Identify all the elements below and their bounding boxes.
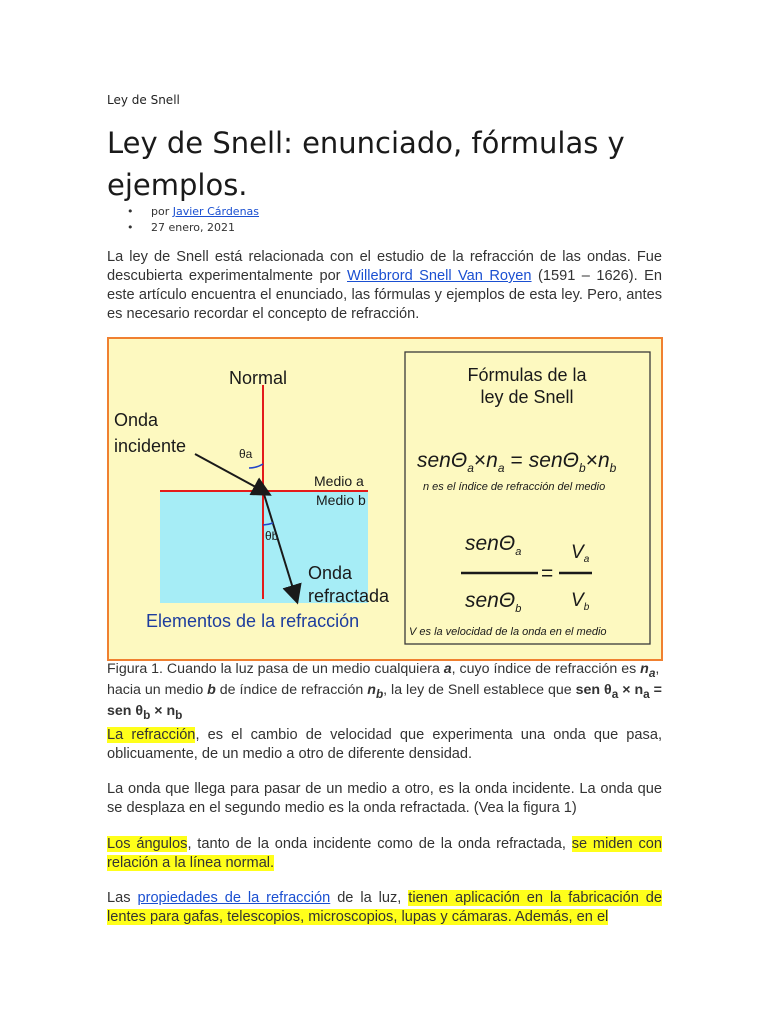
f1-sub-a: a [467,461,474,475]
f1-times2: × [585,449,598,472]
f1-equals: = [510,449,523,472]
formulas-title-1: Fórmulas de la [467,365,587,385]
author-line [107,204,259,220]
p5-t1: Las [107,890,138,906]
f1-sub-a2: a [497,461,505,475]
normal-label: Normal [229,368,288,388]
f1-sen: sen [417,449,451,472]
f1-times: × [473,449,487,472]
cap-nb-sub: b [375,686,384,701]
medio-b-label: Medio b [316,492,366,508]
capf-x1: × n [618,681,644,698]
intro-text-1: La ley de Snell está relacionada con el estudio de la refracción de las ondas. Fue descubierta experimentalmente por [107,249,662,284]
capf-1: sen θ [575,681,612,698]
page-title: Ley de Snell: enunciado, fórmulas y ejemplos. [107,126,625,202]
capf-eq: = sen θ [107,681,662,719]
onda-label: Onda [114,410,159,430]
capf-b2: b [175,707,183,722]
breadcrumb[interactable]: Ley de Snell [107,93,180,107]
capf-a: a [611,686,619,701]
cap-na: n [640,661,649,677]
highlight-refraccion: La refracción [107,727,196,743]
post-meta [107,204,259,236]
date-line: • 27 enero, 2021 [107,220,259,236]
paragraph-angulos [107,835,662,873]
f1-sub-b: b [579,461,586,475]
f1-sub-b2: b [609,461,617,475]
elementos-label: Elementos de la refracción [146,611,360,631]
capf-x2: × n [150,702,176,719]
paragraph-propiedades [107,889,662,927]
capf-a2: a [643,686,650,701]
incidente-label: incidente [114,436,187,456]
cap-t2: , cuyo índice de refracción es [451,661,641,677]
f2-V2: V [571,590,584,611]
f2-sub-a: a [515,546,522,558]
f1-theta2: Θ [562,449,579,472]
f1-sen2: sen [528,449,563,472]
figure-caption [107,661,662,723]
f2-sen: sen [465,532,499,555]
p2-rest: , es el cambio de velocidad que experimenta una onda que pasa, oblicuamente, de un medio a otro de diferente densidad. [107,727,662,762]
cap-t5: , la ley de Snell establece que [383,681,576,698]
f1-n: n [486,449,498,472]
author-link[interactable]: Javier Cárdenas [172,205,260,218]
theta-a-label: θa [239,447,253,461]
formulas-title-2: ley de Snell [480,387,574,407]
cap-b: b [207,681,216,698]
highlight-normal: se miden con relación a la línea normal. [107,836,662,871]
intro-paragraph [107,248,662,324]
highlight-aplicacion: tienen aplicación en la fabricación de lentes para gafas, telescopios, microscopios, lupas y cámaras. Además, en el [107,890,662,925]
f2-sub-b: b [515,603,522,615]
cap-t1: Figura 1. Cuando la luz pasa de un medio cualquiera [107,661,444,677]
f2-sen2: sen [465,589,499,612]
f2-theta2: Θ [498,589,516,612]
intro-text-2: (1591 – 1626). En este artículo encuentra el enunciado, las fórmulas y ejemplos de esta ley. Pero, antes es necesario recordar el concepto de refracción. [107,268,662,322]
f2-V: V [571,542,584,563]
f2-theta: Θ [498,532,516,555]
capf-b: b [143,707,151,722]
theta-b-label: θb [265,529,279,543]
cap-nb: n [367,681,376,698]
highlight-angulos: Los ángulos [107,836,188,852]
cap-a: a [443,661,452,677]
snell-formula [417,449,617,475]
cap-t4: de índice de refracción [215,681,368,698]
paragraph-onda: La onda que llega para pasar de un medio a otro, es la onda incidente. La onda que se desplaza en el segundo medio es la onda refractada. (Vea la figura 1) [107,781,662,816]
v-note: V es la velocidad de la onda en el medio [409,626,607,638]
f2-V-sub-b: b [583,602,590,613]
ratio-top-left [465,532,521,558]
ratio-bottom-left [465,589,521,615]
snell-figure [107,337,663,661]
f1-n2: n [597,449,610,472]
p4-mid: , tanto de la onda incidente como de la onda refractada, [187,836,572,852]
refractada-label: refractada [308,586,390,606]
snell-link[interactable]: Willebrord Snell Van Royen [347,268,532,284]
onda2-label: Onda [308,563,353,583]
author-prefix: por [151,205,173,218]
p5-t2: de la luz, [330,890,409,906]
n-note: n es el índice de refracción del medio [423,481,606,493]
paragraph-refraccion [107,726,662,764]
propiedades-link[interactable]: propiedades de la refracción [137,890,331,906]
ratio-equals: = [541,562,554,585]
f2-V-sub-a: a [583,554,590,565]
cap-na-sub: a [648,665,656,680]
cap-t3: , hacia un medio [107,661,660,698]
f1-theta: Θ [450,449,468,472]
medio-a-label: Medio a [314,473,364,489]
